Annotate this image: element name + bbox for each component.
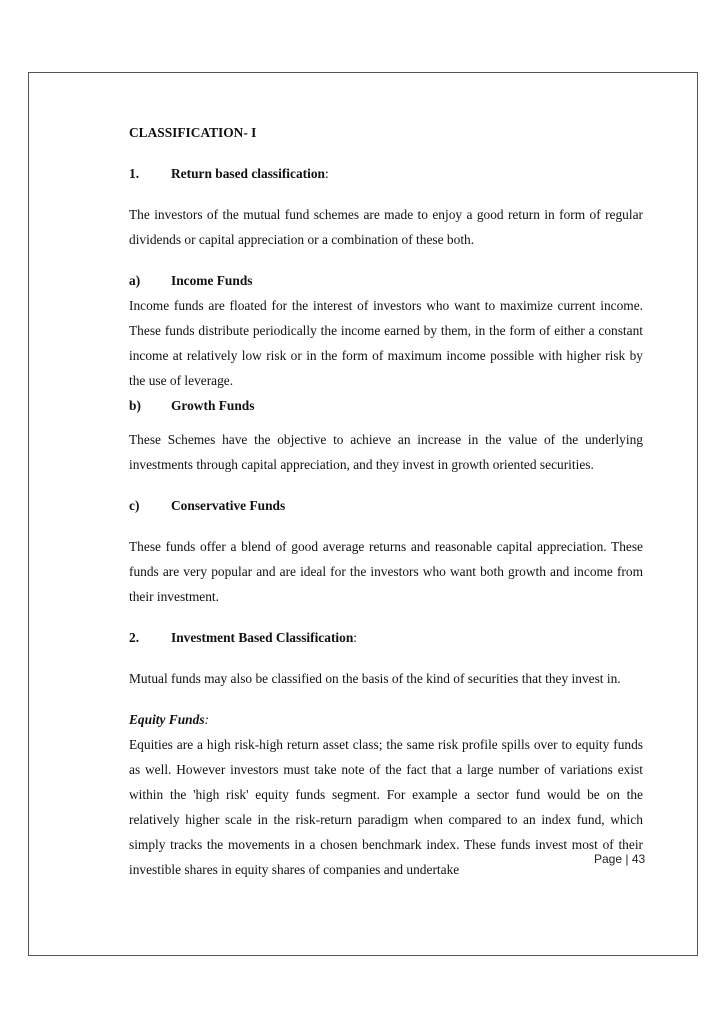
fund-a-marker: a) xyxy=(129,273,141,288)
equity-heading xyxy=(129,707,643,732)
equity-text: Equities are a high risk-high return asset class; the same risk profile spills over to equity funds as well. However investors must take note of the fact that a large number of variations exist within the 'high risk' equity funds segment. For example a sector fund would be on the relatively higher scale in the risk-return paradigm when compared to an index fund, which simply tracks the movements in a chosen benchmark index. These funds invest most of their investible shares in equity shares of companies and undertake xyxy=(129,737,643,877)
page-footer xyxy=(594,852,645,866)
fund-c-heading xyxy=(129,493,643,518)
page-heading: CLASSIFICATION- I xyxy=(129,125,257,140)
fund-a-title: Income Funds xyxy=(171,273,253,288)
section-2-suffix: : xyxy=(353,630,357,645)
fund-c-marker: c) xyxy=(129,498,140,513)
section-2-intro: Mutual funds may also be classified on the basis of the kind of securities that they invest in. xyxy=(129,671,621,686)
footer-label: Page xyxy=(594,852,623,866)
fund-b-text: These Schemes have the objective to achieve an increase in the value of the underlying investments through capital appreciation, and they invest in growth oriented securities. xyxy=(129,432,643,472)
equity-title: Equity Funds xyxy=(129,712,205,727)
fund-a-text: Income funds are floated for the interest of investors who want to maximize current income. These funds distribute periodically the income earned by them, in the form of either a constant income at relatively low risk or in the form of maximum income possible with higher risk by the use of leverage. xyxy=(129,298,643,388)
page-number: 43 xyxy=(631,852,646,866)
fund-b-title: Growth Funds xyxy=(171,398,255,413)
section-2-heading xyxy=(129,625,643,650)
fund-c-text: These funds offer a blend of good average returns and reasonable capital appreciation. These funds are very popular and are ideal for the investors who want both growth and income from their investment. xyxy=(129,539,643,604)
footer-separator: | xyxy=(625,852,629,866)
section-1-heading xyxy=(129,161,643,186)
section-1-intro: The investors of the mutual fund schemes are made to enjoy a good return in form of regular dividends or capital appreciation or a combination of these both. xyxy=(129,207,643,247)
section-2-title: Investment Based Classification xyxy=(171,630,354,645)
fund-c-title: Conservative Funds xyxy=(171,498,286,513)
fund-b-heading xyxy=(129,393,643,418)
section-1-title: Return based classification xyxy=(171,166,325,181)
fund-b-marker: b) xyxy=(129,398,141,413)
equity-suffix: : xyxy=(204,712,210,727)
section-1-suffix: : xyxy=(325,166,329,181)
section-1-number: 1. xyxy=(129,166,140,181)
section-2-number: 2. xyxy=(129,630,140,645)
fund-a-heading xyxy=(129,268,643,293)
document-body xyxy=(129,120,646,882)
